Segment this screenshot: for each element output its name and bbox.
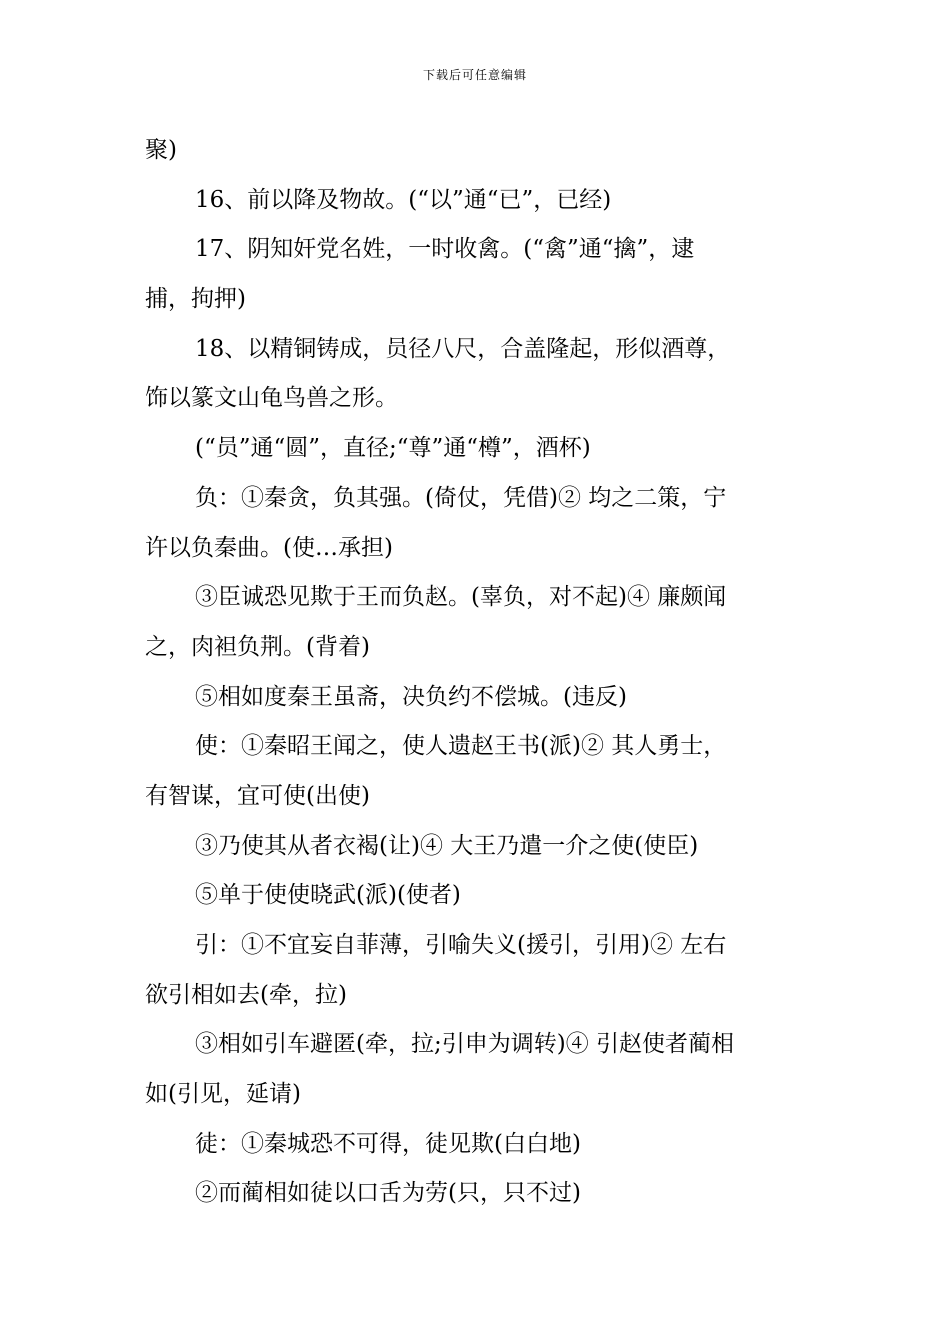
- text-line: ③臣诚恐见欺于王而负赵。(辜负，对不起)④ 廉颇闻: [195, 584, 727, 611]
- page-header: 下载后可任意编辑: [422, 68, 527, 82]
- text-line: 18、以精铜铸成，员径八尺，合盖隆起，形似酒尊，: [195, 335, 731, 362]
- text-line: (“员”通“圆”，直径;“尊”通“樽”，酒杯): [195, 435, 591, 462]
- text-line: 徒：①秦城恐不可得，徒见欺(白白地): [195, 1130, 581, 1157]
- text-line: 如(引见，延请): [145, 1081, 301, 1108]
- text-line: 许以负秦曲。(使…承担): [145, 534, 393, 561]
- text-line: 饰以篆文山龟鸟兽之形。: [145, 385, 398, 412]
- text-line: 之，肉袒负荆。(背着): [145, 633, 370, 660]
- body-text: [145, 126, 810, 1219]
- text-line: ⑤相如度秦王虽斋，决负约不偿城。(违反): [195, 683, 627, 710]
- text-line: 捕，拘押): [145, 286, 246, 313]
- text-line: ③相如引车避匿(牵，拉;引申为调转)④ 引赵使者蔺相: [195, 1031, 735, 1058]
- text-line: 负：①秦贪，负其强。(倚仗，凭借)② 均之二策，宁: [195, 484, 727, 511]
- text-line: 聚): [145, 137, 177, 163]
- text-line: 16、前以降及物故。(“以”通“已”，已经): [195, 186, 612, 213]
- text-line: 欲引相如去(牵，拉): [145, 981, 347, 1008]
- text-line: ②而蔺相如徒以口舌为劳(只，只不过): [195, 1180, 581, 1207]
- text-line: 引：①不宜妄自菲薄，引喻失义(援引，引用)② 左右: [195, 932, 727, 958]
- text-line: 17、阴知奸党名姓，一时收禽。(“禽”通“擒”，逮: [195, 236, 695, 263]
- text-line: ③乃使其从者衣褐(让)④ 大王乃遣一介之使(使臣): [195, 832, 699, 859]
- text-line: 有智谋，宜可使(出使): [145, 782, 370, 809]
- text-line: 使：①秦昭王闻之，使人遗赵王书(派)② 其人勇士，: [195, 733, 727, 760]
- text-line: ⑤单于使使晓武(派)(使者): [195, 882, 461, 909]
